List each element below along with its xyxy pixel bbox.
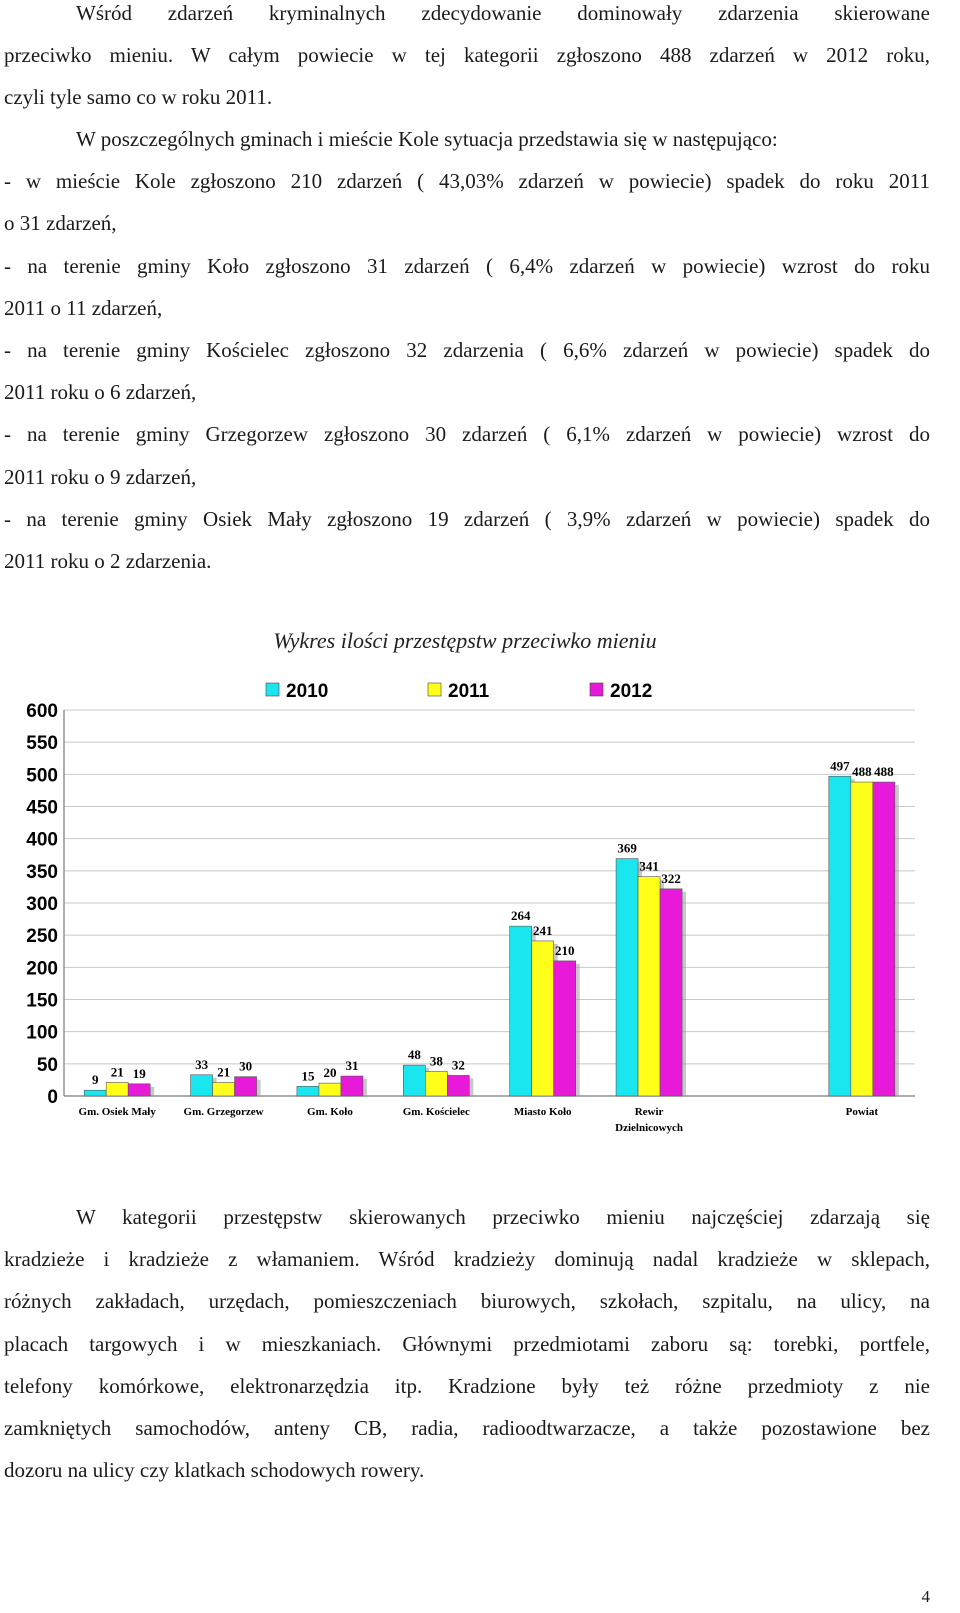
bar-2010 [829, 776, 851, 1096]
legend-label: 2012 [610, 681, 653, 702]
y-tick-label: 150 [26, 990, 58, 1012]
bar-2011 [319, 1083, 341, 1096]
data-label: 31 [345, 1058, 359, 1074]
x-tick-label: Gm. Kościelec [402, 1106, 470, 1118]
chart-title: Wykres ilości przestępstw przeciwko mieniu [273, 628, 657, 653]
bar-2010 [191, 1075, 213, 1096]
text-line: W poszczególnych gminach i mieście Kole sytuacja przedstawia się w następująco: [76, 127, 778, 151]
theft-description-paragraph [4, 1196, 930, 1491]
text-line: 2011 roku o 6 zdarzeń, [4, 380, 197, 405]
x-tick-label: Powiat [845, 1106, 879, 1118]
text-line: przeciwko mieniu. W całym powiecie w tej kategorii zgłoszono 488 zdarzeń w 2012 roku, [4, 43, 930, 68]
data-label: 322 [661, 870, 681, 886]
data-label: 48 [407, 1047, 421, 1063]
data-label: 21 [110, 1064, 124, 1080]
bar-2011 [851, 782, 873, 1096]
data-label: 30 [239, 1058, 253, 1074]
text-line: telefony komórkowe, elektronarzędzia itp. Kradzione były też różne przedmioty z nie [4, 1373, 930, 1398]
text-line: Wśród zdarzeń kryminalnych zdecydowanie dominowały zdarzenia skierowane [76, 1, 930, 25]
text-line: różnych zakładach, urzędach, pomieszczeniach biurowych, szkołach, szpitalu, na ulicy, na [4, 1289, 930, 1314]
gmina-breakdown-paragraph [4, 118, 930, 582]
text-line: czyli tyle samo co w roku 2011. [4, 85, 273, 110]
x-tick-label: Rewir [634, 1106, 664, 1118]
bar-2011 [425, 1072, 447, 1096]
y-tick-label: 450 [26, 797, 58, 819]
data-label: 15 [301, 1068, 315, 1084]
page-number: 4 [921, 1587, 930, 1606]
bar-2012 [341, 1076, 363, 1096]
text-line: - na terenie gminy Kościelec zgłoszono 32 zdarzenia ( 6,6% zdarzeń w powiecie) spadek do [4, 338, 930, 363]
bar-2011 [638, 877, 660, 1096]
y-tick-label: 600 [26, 701, 58, 722]
bar-2012 [235, 1077, 257, 1096]
x-tick-label: Gm. Osiek Mały [78, 1106, 156, 1118]
legend-swatch [428, 683, 441, 696]
y-tick-label: 0 [47, 1087, 58, 1108]
bar-2012 [554, 961, 576, 1096]
intro-paragraph [4, 0, 930, 119]
y-tick-label: 100 [26, 1022, 58, 1044]
y-tick-label: 50 [36, 1054, 58, 1076]
x-tick-label: Gm. Koło [307, 1106, 353, 1118]
y-tick-label: 250 [26, 926, 58, 948]
x-tick-label: Dzielnicowych [615, 1122, 683, 1134]
bar-2010 [616, 859, 638, 1096]
text-line: 2011 roku o 9 zdarzeń, [4, 464, 197, 489]
text-line: o 31 zdarzeń, [4, 211, 117, 236]
text-line: W kategorii przestępstw skierowanych przeciwko mieniu najczęściej zdarzają się [76, 1205, 930, 1229]
text-line: kradzieże i kradzieże z włamaniem. Wśród kradzieży dominują nadal kradzieże w sklepach, [4, 1247, 930, 1272]
text-line: - na terenie gminy Osiek Mały zgłoszono 19 zdarzeń ( 3,9% zdarzeń w powiecie) spadek do [4, 506, 930, 531]
bar-2011 [106, 1082, 128, 1096]
legend-label: 2010 [286, 681, 329, 702]
legend-swatch [266, 683, 279, 696]
y-tick-label: 200 [26, 958, 58, 980]
y-tick-label: 300 [26, 894, 58, 915]
text-line: 2011 o 11 zdarzeń, [4, 295, 163, 320]
data-label: 33 [195, 1056, 209, 1072]
bar-2011 [213, 1082, 235, 1096]
legend-swatch [590, 683, 603, 696]
legend-label: 2011 [448, 681, 490, 702]
bar-2010 [297, 1086, 319, 1096]
y-tick-label: 400 [26, 829, 58, 851]
data-label: 341 [639, 858, 659, 874]
data-label: 488 [852, 764, 872, 780]
data-label: 369 [617, 840, 637, 856]
bar-2010 [84, 1090, 106, 1096]
bar-2012 [660, 889, 682, 1096]
text-line: dozoru na ulicy czy klatkach schodowych rowery. [4, 1458, 425, 1483]
text-line: - na terenie gminy Koło zgłoszono 31 zdarzeń ( 6,4% zdarzeń w powiecie) wzrost do roku [4, 253, 930, 278]
bar-2012 [873, 782, 895, 1096]
bar-2010 [403, 1065, 425, 1096]
data-label: 488 [874, 764, 894, 780]
bar-2012 [128, 1084, 150, 1096]
text-line: zamkniętych samochodów, anteny CB, radia, radioodtwarzacze, a także pozostawione bez [4, 1416, 930, 1441]
text-line: 2011 roku o 2 zdarzenia. [4, 549, 212, 574]
text-line: placach targowych i w mieszkaniach. Głównymi przedmiotami zaboru są: torebki, portfele, [4, 1331, 930, 1356]
text-line: - na terenie gminy Grzegorzew zgłoszono 30 zdarzeń ( 6,1% zdarzeń w powiecie) wzrost do [4, 422, 930, 447]
y-tick-label: 350 [26, 861, 58, 883]
y-tick-label: 500 [26, 765, 58, 787]
data-label: 497 [830, 758, 850, 774]
bar-2012 [447, 1075, 469, 1096]
bar-2011 [532, 941, 554, 1096]
data-label: 21 [217, 1064, 231, 1080]
bar-2010 [510, 926, 532, 1096]
data-label: 264 [510, 908, 531, 924]
data-label: 9 [91, 1072, 99, 1088]
data-label: 38 [429, 1053, 443, 1069]
data-label: 210 [554, 942, 575, 958]
data-label: 32 [451, 1057, 465, 1073]
property-crime-bar-chart [0, 672, 930, 1142]
text-line: - w mieście Kole zgłoszono 210 zdarzeń ( 43,03% zdarzeń w powiecie) spadek do roku 2011 [4, 169, 930, 194]
y-tick-label: 550 [26, 733, 58, 755]
data-label: 241 [532, 922, 553, 938]
data-label: 19 [132, 1065, 146, 1081]
x-tick-label: Gm. Grzegorzew [183, 1106, 264, 1118]
x-tick-label: Miasto Koło [513, 1106, 572, 1118]
data-label: 20 [323, 1065, 337, 1081]
